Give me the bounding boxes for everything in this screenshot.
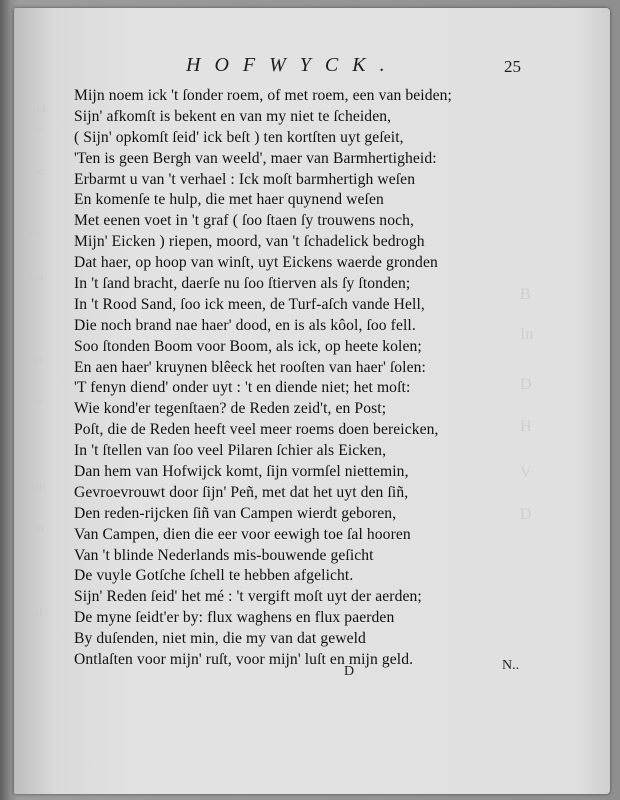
paper-leaf <box>14 8 610 794</box>
verse-line: De vuyle Gotſche ſchell te hebben afgelicht. <box>74 567 354 585</box>
verse-line: Met eenen voet in 't graf ( ſoo ſtaen ſy trouwens noch, <box>74 212 415 230</box>
verse-line: Mijn noem ick 't ſonder roem, of met roem, een van beiden; <box>74 87 452 104</box>
verse-line: Van 't blinde Nederlands mis-bouwende geſicht <box>74 546 374 564</box>
verse-line: Dan hem van Hofwijck komt, ſijn vormſel niettemin, <box>74 463 409 481</box>
verse-line: Van Campen, dien die eer voor eewigh toe ſal hooren <box>74 525 411 543</box>
verse-line: Wie kond'er tegenſtaen? de Reden zeid't, en Post; <box>74 400 387 418</box>
verse-line: De myne ſeidt'er by: flux waghens en flux paerden <box>74 609 395 627</box>
poem-text <box>74 86 534 671</box>
verse-line: En komenſe te hulp, die met haer quynend weſen <box>74 191 384 209</box>
verse-line: In 't ſand bracht, daerſe nu ſoo ſtierven als ſy ſtonden; <box>74 275 411 293</box>
verse-line: Sijn' Reden ſeid' het mé : 't vergift moſt uyt der aerden; <box>74 588 422 606</box>
verse-line: ( Sijn' opkomſt ſeid' ick beſt ) ten kortſten uyt geſeit, <box>74 128 404 146</box>
verse-line: 'Ten is geen Bergh van weeld', maer van Barmhertigheid: <box>74 149 437 167</box>
verse-line: Erbarmt u van 't verhael : Ick moſt barmhertigh weſen <box>74 170 416 188</box>
verse-line: Sijn' afkomſt is bekent en van my niet te ſcheiden, <box>74 107 392 125</box>
show-through-right-margin: B In D H V D <box>520 286 534 523</box>
running-title: HOFWYCK. <box>186 54 399 76</box>
verse-line: Gevroevrouwt door ſijn' Peñ, met dat het uyt den ſiñ, <box>74 483 409 501</box>
verse-line: 'T fenyn diend' onder uyt : 't en diende niet; het moſt: <box>74 379 411 397</box>
verse-line: Dat haer, op hoop van winſt, uyt Eickens waerde gronden <box>74 254 438 272</box>
page-number: 25 <box>504 57 521 76</box>
verse-line: In 't Rood Sand, ſoo ick meen, de Turf-aſch vande Hell, <box>74 295 425 313</box>
catchword: D <box>344 664 355 679</box>
verse-line: Soo ſtonden Boom voor Boom, als ick, op heete kolen; <box>74 337 422 355</box>
show-through-left-margin: Vier Die Soo Op Om In Dat Die Hy Dan Van Dat <box>24 100 47 619</box>
signature-mark: N.. <box>502 658 520 673</box>
verse-line: Poſt, die de Reden heeft veel meer roems doen bereicken, <box>74 421 439 439</box>
verse-line: By duſenden, niet min, die my van dat geweld <box>74 630 366 648</box>
verse-line: Mijn' Eicken ) riepen, moord, van 't ſchadelick bedrogh <box>74 233 425 251</box>
verse-line: Ontlaſten voor mijn' ruſt, voor mijn' luſt en mijn geld. <box>74 651 414 669</box>
verse-line: Die noch brand nae haer' dood, en is als kôol, ſoo fell. <box>74 316 416 334</box>
verse-line: En aen haer' kruynen blêeck het rooſten van haer' ſolen: <box>74 358 426 376</box>
verse-line: In 't ſtellen van ſoo veel Pilaren ſchier als Eicken, <box>74 442 387 460</box>
verse-line: Den reden-rijcken ſiñ van Campen wierdt geboren, <box>74 504 397 522</box>
